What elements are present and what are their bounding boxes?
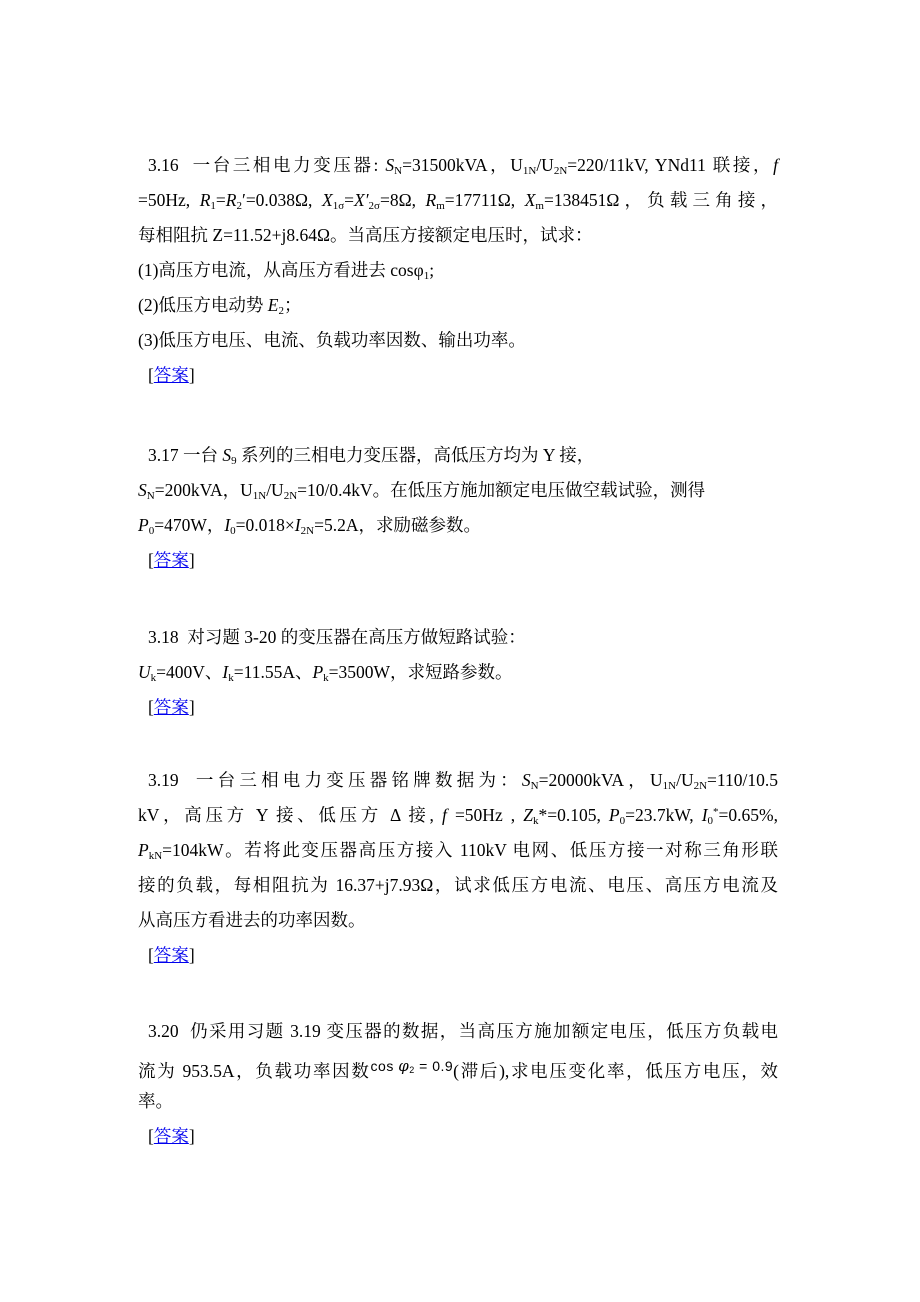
problem-3-17 <box>138 438 778 578</box>
answer-link-row: [答案] <box>148 1126 195 1146</box>
answer-link[interactable]: 答案 <box>153 550 189 570</box>
problem-line: 流为 953.5A，负载功率因数$\cos \varphi_2 = 0.9$(滞后),求电压变化率，低压方电压，效 <box>138 1049 778 1084</box>
problem-line: 3.16 一台三相电力变压器: $S_N=31500kVA$，$U_{1N}/U_{2N}=220/11kV$, YNd11 联接，f <box>148 155 778 177</box>
problem-line: $P_0=470W$，$I_0=0.018\times I_{2N}=5.2A$，求励磁参数。 <box>138 515 481 537</box>
formula-image: $\cos \varphi_2 = 0.9$ <box>370 1057 454 1075</box>
problem-line: $S_N=200kVA$，$U_{1N}/U_{2N}=10/0.4kV$。在低压方施加额定电压做空载试验，测得 <box>138 480 706 502</box>
problem-line: (3)低压方电压、电流、负载功率因数、输出功率。 <box>138 330 526 350</box>
problem-line: (1)高压方电流，从高压方看进去 cosφ$_1$; <box>138 260 435 282</box>
problem-3-19 <box>138 763 778 973</box>
problem-line: 3.19 一台三相电力变压器铭牌数据为：$S_N=20000kVA$，$U_{1N}/U_{2N}=110/10.5$ <box>148 770 779 792</box>
problem-line: 率。 <box>138 1091 173 1111</box>
answer-link[interactable]: 答案 <box>153 697 189 717</box>
answer-link[interactable]: 答案 <box>153 945 189 965</box>
answer-link[interactable]: 答案 <box>153 365 189 385</box>
answer-link-row: [答案] <box>148 945 195 965</box>
problem-line: 3.17 一台 $S_9$ 系列的三相电力变压器，高低压方均为 Y 接， <box>148 445 595 467</box>
problem-line: $P_{kN}=104kW$。若将此变压器高压方接入 110kV 电网、低压方接一对称三角形联 <box>138 840 778 862</box>
problem-line: 每相阻抗 Z=11.52+j8.64Ω。当高压方接额定电压时，试求： <box>138 225 593 245</box>
problem-line: =50Hz, $R_1=R_2'=0.038\Omega$, $X_{1\sigma}=X'_{2\sigma}=8\Omega$, $R_m=17711\Omega$, $X_m=138451\Omega$，负载三角接， <box>138 190 779 212</box>
answer-link-row: [答案] <box>148 697 195 717</box>
problem-3-20 <box>138 1014 778 1154</box>
problem-line: 3.20 仍采用习题 3.19 变压器的数据，当高压方施加额定电压，低压方负载电 <box>148 1021 778 1041</box>
problem-line: 接的负载，每相阻抗为 16.37+j7.93Ω，试求低压方电流、电压、高压方电流及 <box>138 875 778 895</box>
answer-link-row: [答案] <box>148 365 195 385</box>
problem-line: (2)低压方电动势 $E_2$； <box>138 295 302 317</box>
problem-3-16 <box>138 148 778 393</box>
answer-link-row: [答案] <box>148 550 195 570</box>
problem-3-18 <box>138 620 778 725</box>
problem-line: $U_k=400V$、$I_k=11.55A$、$P_k=3500W$，求短路参数。 <box>138 662 513 684</box>
answer-link[interactable]: 答案 <box>153 1126 189 1146</box>
problem-line: 3.18 对习题 3-20 的变压器在高压方做短路试验： <box>148 627 526 647</box>
problem-line: kV，高压方 Y 接、低压方 Δ 接, f =50Hz , $Z_k*=0.105$, $P_0=23.7kW$, $I_0^*=0.65\%$, <box>138 805 778 827</box>
problem-line: 从高压方看进去的功率因数。 <box>138 910 366 930</box>
